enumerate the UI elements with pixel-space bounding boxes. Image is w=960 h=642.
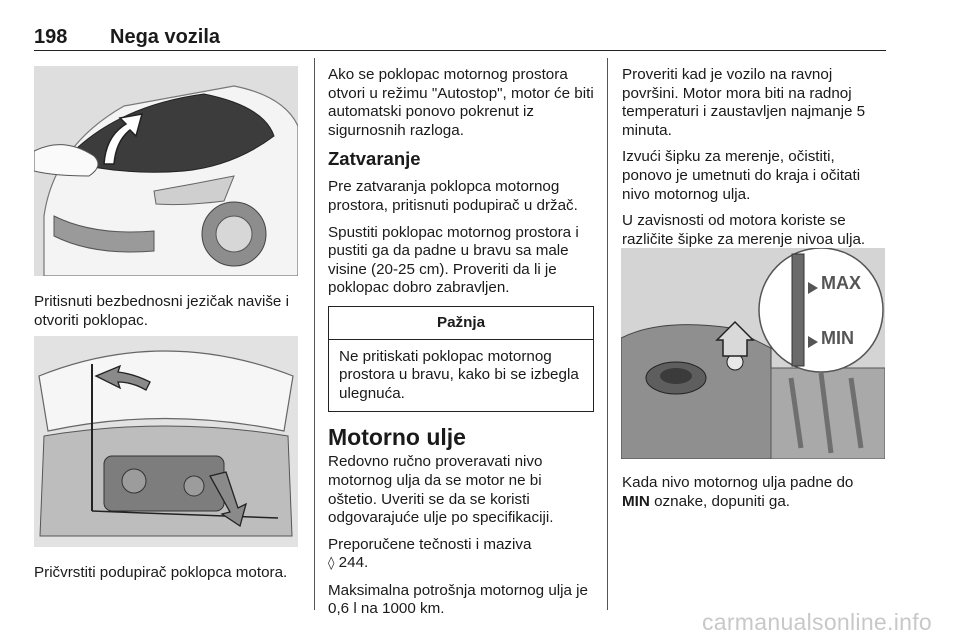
watermark: carmanualsonline.info <box>701 609 932 635</box>
dipstick-illustration <box>621 248 885 459</box>
hood-support-illustration <box>34 336 298 547</box>
dipstick-min-label: MIN <box>821 328 854 348</box>
column-1-caption-1 <box>34 293 302 338</box>
page-reference-link[interactable]: 244. <box>338 554 369 572</box>
check-paragraph-2: Izvući šipku za merenje, očistiti, ponovo je umetnuti do kraja i očitati nivo motornog ulja. <box>622 148 861 203</box>
hood-release-illustration <box>34 66 298 276</box>
oil-recommended-text: Preporučene tečnosti i maziva <box>328 535 532 553</box>
dipstick-caption-post: oznake, dopuniti ga. <box>654 492 791 510</box>
column-divider-1 <box>314 58 315 610</box>
page-title: Nega vozila <box>110 26 221 48</box>
caution-title: Pažnja <box>329 307 593 340</box>
column-3-caption <box>622 474 888 519</box>
closing-paragraph-1: Pre zatvaranja poklopca motornog prostora, pritisnuti podupirač u držač. <box>328 178 578 214</box>
column-divider-2 <box>607 58 608 610</box>
closing-paragraph-2: Spustiti poklopac motornog prostora i pustiti ga da padne u bravu sa male visine (20-25 cm). Proveriti da li je poklopac dobro zabravljen. <box>328 223 579 297</box>
dipstick-max-label: MAX <box>821 273 861 293</box>
hood-support-drawing <box>34 336 298 547</box>
column-1-caption-2 <box>34 564 302 591</box>
hood-release-drawing <box>34 66 298 276</box>
oil-consumption: Maksimalna potrošnja motornog ulja je 0,6 l na 1000 km. <box>328 581 589 618</box>
caption-release-hood: Pritisnuti bezbednosni jezičak naviše i otvoriti poklopac. <box>34 293 289 329</box>
check-paragraph-1: Proveriti kad je vozilo na ravnoj površini. Motor mora biti na radnoj temperaturi i zaustavljen najmanje 5 minuta. <box>622 66 866 139</box>
caution-text: Ne pritiskati poklopac motornog prostora u bravu, kako bi se izbegla ulegnuća. <box>339 347 579 402</box>
oil-recommended <box>328 536 594 574</box>
heading-engine-oil: Motorno ulje <box>328 424 466 451</box>
dipstick-caption-bold: MIN <box>622 492 650 510</box>
autostop-paragraph: Ako se poklopac motornog prostora otvori u režimu "Autostop", motor će biti automatski ponovo pokrenut iz sigurnosnih razloga. <box>328 66 594 139</box>
oil-paragraph-1: Redovno ručno proveravati nivo motornog ulja da se motor ne bi oštetio. Uveriti se da se koristi odgovarajuće ulje po specifikaciji. <box>328 453 554 527</box>
heading-closing: Zatvaranje <box>328 148 421 170</box>
caption-hood-support: Pričvrstiti podupirač poklopca motora. <box>34 564 288 581</box>
check-paragraph-3: U zavisnosti od motora koriste se različite šipke za merenje nivoa ulja. <box>622 212 866 248</box>
column-3 <box>622 66 888 257</box>
dipstick-caption <box>622 474 888 511</box>
caution-box <box>328 306 594 412</box>
page-number: 198 <box>34 26 68 48</box>
column-2 <box>328 66 594 627</box>
page-header <box>34 22 886 51</box>
dipstick-caption-pre: Kada nivo motornog ulja padne do <box>622 474 854 491</box>
page-reference-icon: ◊ <box>328 556 335 572</box>
